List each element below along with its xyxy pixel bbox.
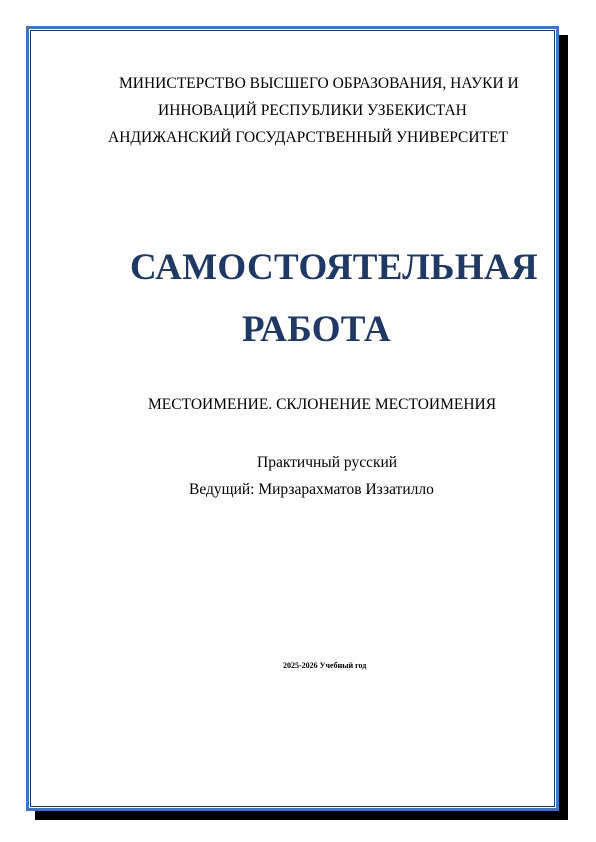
university-name: АНДИЖАНСКИЙ ГОСУДАРСТВЕННЫЙ УНИВЕРСИТЕТ <box>108 129 508 146</box>
topic-title: МЕСТОИМЕНИЕ. СКЛОНЕНИЕ МЕСТОИМЕНИЯ <box>148 396 497 413</box>
ministry-line-1: МИНИСТЕРСТВО ВЫСШЕГО ОБРАЗОВАНИЯ, НАУКИ И <box>119 75 519 92</box>
teacher-name: Ведущий: Мирзарахматов Иззатилло <box>189 481 434 498</box>
subject-name: Практичный русский <box>257 454 398 471</box>
work-title-line-1: САМОСТОЯТЕЛЬНАЯ <box>130 247 538 288</box>
academic-year: 2025-2026 Учебный год <box>283 661 367 670</box>
ministry-line-2: ИННОВАЦИЙ РЕСПУБЛИКИ УЗБЕКИСТАН <box>158 102 467 119</box>
work-title-line-2: РАБОТА <box>242 309 391 350</box>
